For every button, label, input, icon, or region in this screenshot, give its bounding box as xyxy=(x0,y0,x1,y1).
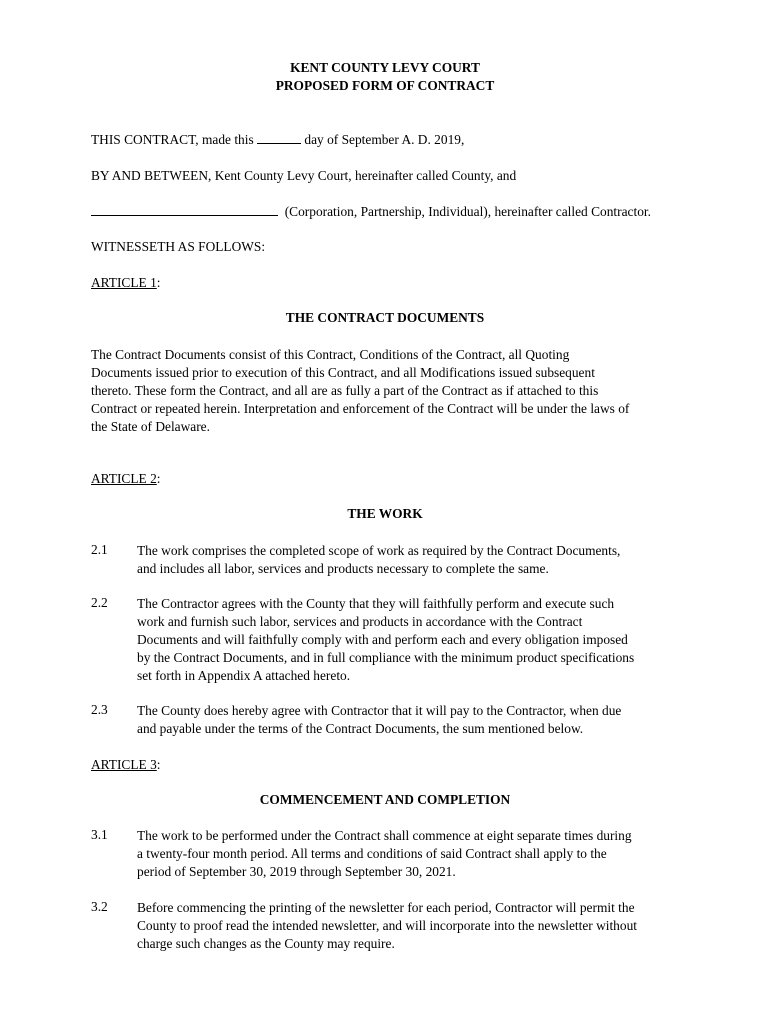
clause-line: Documents and will faithfully comply with and perform each and every obligation imposed xyxy=(137,632,628,647)
contractor-line xyxy=(91,203,651,221)
contractor-suffix: (Corporation, Partnership, Individual), hereinafter called Contractor. xyxy=(284,204,651,219)
article-1-heading: THE CONTRACT DOCUMENTS xyxy=(285,310,485,325)
clause-line: The Contractor agrees with the County that they will faithfully perform and execute such xyxy=(137,596,615,611)
article-2-heading: THE WORK xyxy=(347,506,423,521)
clause-number: 2.1 xyxy=(91,542,108,557)
clause-text xyxy=(137,702,621,738)
contract-made-line xyxy=(91,131,464,149)
made-prefix: THIS CONTRACT, made this xyxy=(91,132,254,147)
document-subtitle: PROPOSED FORM OF CONTRACT xyxy=(275,78,495,93)
clause-number: 3.1 xyxy=(91,827,108,842)
article-1-line: thereto. These form the Contract, and all are as fully a part of the Contract as if attached to this xyxy=(91,383,599,398)
clause-text xyxy=(137,827,632,881)
article-1-line: The Contract Documents consist of this Contract, Conditions of the Contract, all Quoting xyxy=(91,347,570,362)
clause-number: 2.2 xyxy=(91,595,108,610)
clause-line: set forth in Appendix A attached hereto. xyxy=(137,668,351,683)
clause-text xyxy=(137,542,620,578)
article-1-line: Documents issued prior to execution of this Contract, and all Modifications issued subsequent xyxy=(91,365,595,380)
clause-line: County to proof read the intended newsletter, and will incorporate into the newsletter without xyxy=(137,918,637,933)
clause-text xyxy=(137,899,637,953)
clause-line: and payable under the terms of the Contract Documents, the sum mentioned below. xyxy=(137,721,584,736)
clause-line: by the Contract Documents, and in full compliance with the minimum product specifications xyxy=(137,650,635,665)
clause-line: charge such changes as the County may require. xyxy=(137,936,395,951)
made-suffix: day of September A. D. 2019, xyxy=(304,132,465,147)
document-title: KENT COUNTY LEVY COURT xyxy=(290,60,480,75)
article-2-label-text: ARTICLE 2 xyxy=(91,471,157,486)
clause-text xyxy=(137,595,634,685)
article-1-colon: : xyxy=(156,275,161,290)
article-3-label-text: ARTICLE 3 xyxy=(91,757,157,772)
article-1-paragraph xyxy=(91,346,629,436)
clause-number: 2.3 xyxy=(91,702,108,717)
clause-line: Before commencing the printing of the newsletter for each period, Contractor will permit the xyxy=(137,900,635,915)
clause-number: 3.2 xyxy=(91,899,108,914)
clause-line: The County does hereby agree with Contractor that it will pay to the Contractor, when due xyxy=(137,703,622,718)
article-3-colon: : xyxy=(156,757,161,772)
article-1-line: Contract or repeated herein. Interpretation and enforcement of the Contract will be under the laws of xyxy=(91,401,630,416)
article-1-label xyxy=(91,274,161,292)
clause-line: work and furnish such labor, services and products in accordance with the Contract xyxy=(137,614,583,629)
clause-line: and includes all labor, services and products necessary to complete the same. xyxy=(137,561,549,576)
article-3-heading: COMMENCEMENT AND COMPLETION xyxy=(259,792,511,807)
article-2-colon: : xyxy=(156,471,161,486)
article-3-label xyxy=(91,756,161,774)
clause-line: a twenty-four month period. All terms and conditions of said Contract shall apply to the xyxy=(137,846,607,861)
article-1-label-text: ARTICLE 1 xyxy=(91,275,157,290)
parties-line: BY AND BETWEEN, Kent County Levy Court, hereinafter called County, and xyxy=(91,168,517,183)
witnesseth-line: WITNESSETH AS FOLLOWS: xyxy=(91,239,266,254)
contractor-blank xyxy=(91,203,278,216)
clause-line: period of September 30, 2019 through September 30, 2021. xyxy=(137,864,456,879)
article-2-label xyxy=(91,470,161,488)
clause-line: The work comprises the completed scope of work as required by the Contract Documents, xyxy=(137,543,621,558)
day-blank xyxy=(257,131,301,144)
article-1-line: the State of Delaware. xyxy=(91,419,210,434)
clause-line: The work to be performed under the Contract shall commence at eight separate times during xyxy=(137,828,632,843)
